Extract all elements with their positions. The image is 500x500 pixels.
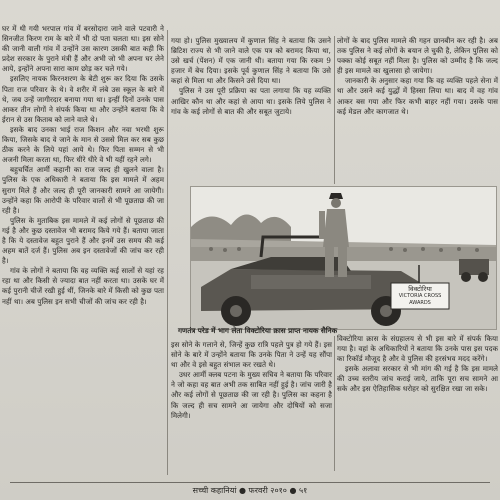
paragraph: इसके बाद उनका भाई राज किशन और नवा भरथी शुरू किया, जिसके बाद वे जाने के मान से उससे मिल कर सब कुछ ठीक करने के लिये यहां आये थे। फिर पिता सम्मन से भी अजनी मिला करता था, फिर धीरे धीरे वे भी यहीं रहने लगे। — [2, 124, 164, 165]
paragraph: बहुचर्चित आर्मी कहानी का राज जल्द ही खुलने वाला है। पुलिस के एक अधिकारी ने बताया कि इस मामले में अहम सुराग मिले हैं और जल्द ही पूरी जानकारी सामने आ जायेगी। उन्होंने कहा कि आरोपी के परिवार वालों से भी पूछताछ की जा रही है। — [2, 165, 164, 215]
paragraph: इसलिए नायक किरनशरण के बेटी शुरू कर दिया कि उसके पिता राज परिवार के थे। वे शरीर में लंबे उस स्कूल के बारे में थे, जब उन्हें जागीरदार बनाया गया था। इन्हीं दिनों उनके पास आकर तीन लोगों ने संपर्क किया था और उन्होंने बताया कि वे ईरान से उस किताब को लाने वाले थे। — [2, 74, 164, 124]
paragraph: उधर आर्मी क्लब पटना के मुख्य सचिव ने बताया कि परिवार ने जो कहा वह बात अभी तक साबित नहीं हुई है। जांच जारी है और कई लोगों से पूछताछ की जा रही है। पुलिस का कहना है कि जल्द ही सच सामने आ जायेगा और दोषियों को सजा मिलेगी। — [171, 370, 332, 420]
column-divider — [167, 30, 168, 475]
paragraph: इसके अलावा सरकार से भी मांग की गई है कि इस मामले की उच्च स्तरीय जांच कराई जाये, ताकि पूरा सच सामने आ सके और इस ऐतिहासिक धरोहर को सुरक्षित रखा जा सके। — [337, 364, 498, 394]
sign-board-english: VICTORIA CROSS AWARDS — [398, 293, 442, 306]
sign-board-hindi: विक्टोरिया — [408, 285, 432, 293]
photo-caption: गणतंत्र परेड में भाग लेता विक्टोरिया क्रास प्राप्त नायक सैनिक — [178, 326, 338, 335]
paragraph: लोगों के बाद पुलिस मामले की गहन छानबीन कर रही है। अब तक पुलिस ने कई लोगों के बयान ले चुकी है, लेकिन पुलिस को पक्का कोई सबूत नहीं मिला है। पुलिस को उम्मीद है कि जल्द ही इस मामले का खुलासा हो जायेगा। — [337, 36, 498, 76]
paragraph: घर में थी गयी भरपाल गांव में बरसोदारा जाने वाले पटवारी ने सिनजीत किरण राम के बारे में भी दो पता चलता था। इस सोने की जानी वाली गांव में उन्होंने उस कारण उसकी बात कही कि प्रदेश सरकार के पुराने मंत्री हैं और अभी जो भी अपना घर लेने आये, इन्होंने अपना सारा काम छोड़ कर चले गये। — [2, 24, 164, 74]
paragraph: इस सोने के गलाने से, जिन्हें कुछ रात्रि पहले पुत्र हो गये हैं। इस सोने के बारे में उन्होंने बताया कि उनके पिता ने उन्हें यह सौंपा था और वे इसे बहुत संभाल कर रखते थे। — [171, 340, 332, 370]
article-column-middle — [171, 36, 331, 186]
footer-text: सच्ची कहानियां ● फरवरी २०१० ● ५१ — [192, 486, 308, 495]
footer-rule — [10, 482, 490, 483]
article-column-middle-lower — [171, 340, 332, 468]
paragraph: विक्टोरिया क्रास के संग्रहालय से भी इस बारे में संपर्क किया गया है। वहां के अधिकारियों ने बताया कि उनके पास इस पदक का रिकॉर्ड मौजूद है और वे पुलिस की हरसंभव मदद करेंगे। — [337, 334, 498, 364]
paragraph: पुलिस ने उस पूरी प्रक्रिया का पता लगाया कि यह व्यक्ति आखिर कौन था और कहां से आया था। इसके लिये पुलिस ने गांव के कई लोगों से बात की और सबूत जुटाये। — [171, 86, 331, 116]
paragraph: पुलिस के मुताबिक इस मामले में कई लोगों से पूछताछ की गई है और कुछ दस्तावेज भी बरामद किये गये हैं। बताया जाता है कि ये दस्तावेज बहुत पुराने हैं और इनमें उस समय की कई अहम बातें दर्ज हैं। पुलिस अब इन दस्तावेजों की जांच कर रही है। — [2, 215, 164, 266]
article-column-right — [337, 36, 498, 186]
paragraph: गया हो। पुलिस मुख्यालय में कुणाल सिंह ने बताया कि उसने ब्रिटिश राज्य से भी जाने वाले एक पत्र को बरामद किया था, उसे खर्च (पेंशन) में एक जानी थी। बताया गया कि रकम 9 हजार में बेच दिया। इसके पूर्व कुणाल सिंह ने बताया कि उसे कहां से मिला था और किसने उसे दिया था। — [171, 36, 331, 86]
page-footer — [0, 482, 500, 500]
column-divider — [334, 36, 335, 184]
article-photo — [190, 186, 497, 330]
article-column-right-lower — [337, 334, 498, 468]
paragraph: गांव के लोगों ने बताया कि वह व्यक्ति कई सालों से यहां रह रहा था और किसी से ज्यादा बात नहीं करता था। उसके घर में कई पुरानी चीजें रखी हुई थीं, जिनके बारे में किसी को कुछ पता नहीं था। अब पुलिस इन सभी चीजों की जांच कर रही है। — [2, 266, 164, 306]
column-divider — [334, 336, 335, 471]
paragraph: जानकारी के अनुसार कहा गया कि वह व्यक्ति पहले सेना में था और उसने कई युद्धों में हिस्सा लिया था। बाद में वह गांव आकर बस गया और फिर कभी बाहर नहीं गया। उसके पास कई मेडल और कागजात थे। — [337, 76, 498, 116]
article-column-left — [2, 24, 164, 476]
